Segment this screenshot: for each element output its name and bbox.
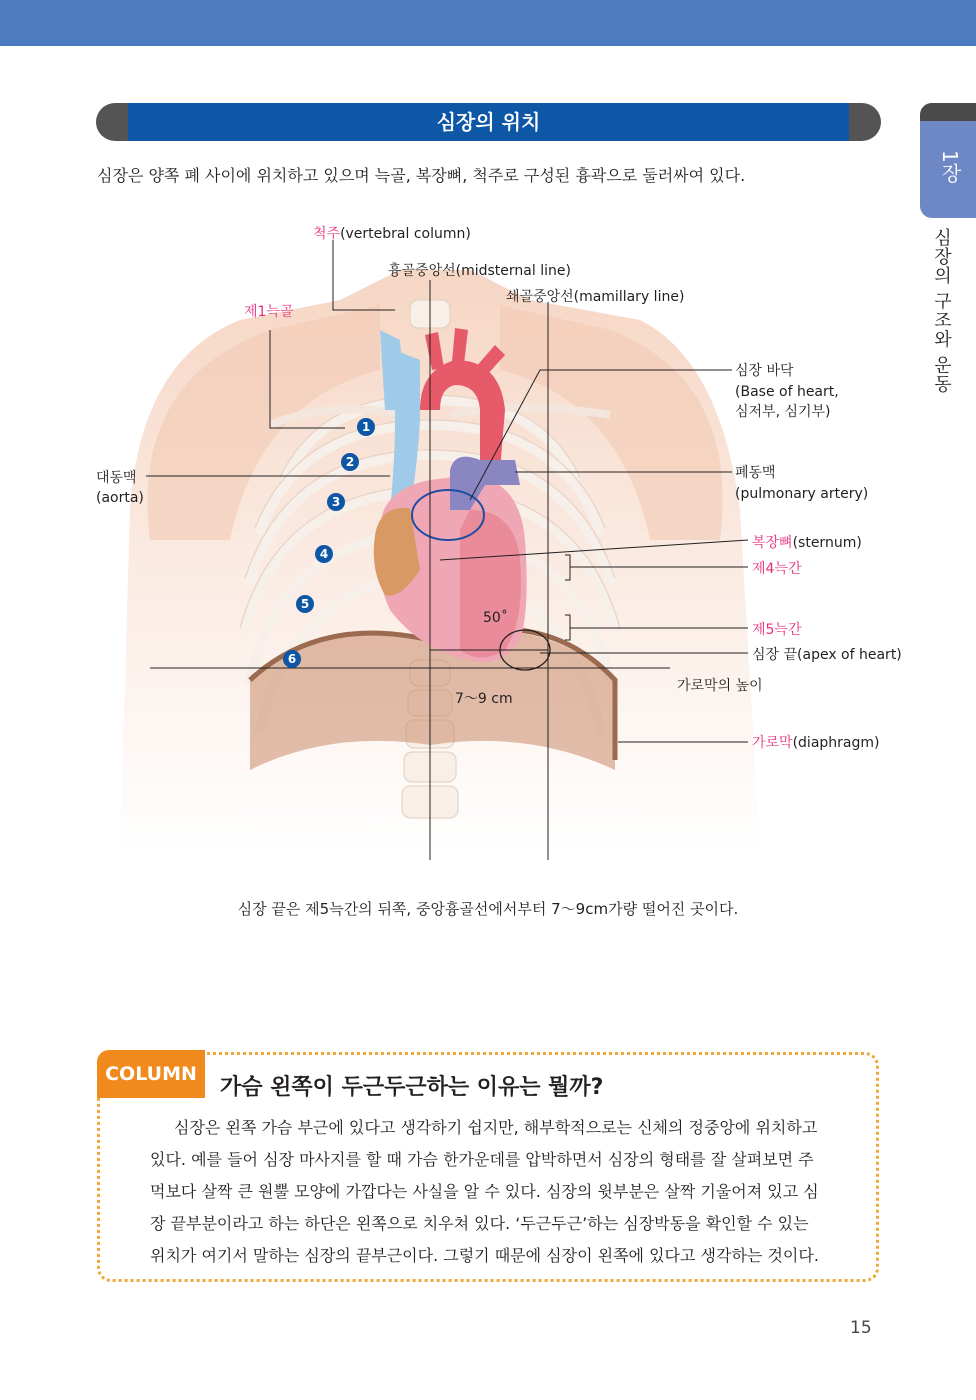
label-apex: 심장 끝(apex of heart): [752, 647, 902, 663]
label-angle: 50˚: [483, 610, 508, 626]
label-distance: 7～9 cm: [455, 691, 513, 707]
svg-text:4: 4: [319, 547, 329, 561]
rib-number-6: [283, 650, 301, 668]
rib-number-3: [327, 493, 345, 511]
label-pulm-1: 폐동맥: [735, 465, 776, 481]
label-aorta-en: (aorta): [96, 490, 144, 506]
svg-text:6: 6: [287, 652, 297, 666]
label-ics5: 제5늑간: [752, 622, 802, 638]
label-pulm-2: (pulmonary artery): [735, 486, 869, 502]
rib-number-5: [296, 595, 314, 613]
chapter-tab-cap: [920, 103, 976, 121]
svg-text:2: 2: [345, 455, 355, 469]
svg-text:1: 1: [361, 420, 371, 434]
column-tag: COLUMN: [97, 1050, 205, 1098]
intro-text: 심장은 양쪽 폐 사이에 위치하고 있으며 늑골, 복장뼈, 척주로 구성된 흉곽으로 둘러싸여 있다.: [97, 166, 746, 185]
label-aorta-ko: 대동맥: [96, 470, 137, 486]
label-midsternal: 흉골중앙선(midsternal line): [388, 263, 571, 279]
rib-number-2: [341, 453, 359, 471]
label-base-3: 심저부, 심기부): [735, 404, 831, 420]
label-base-2: (Base of heart,: [735, 384, 839, 400]
label-diaphragm-height: 가로막의 높이: [677, 678, 763, 694]
label-rib1: 제1늑골: [244, 304, 294, 320]
label-ics4: 제4늑간: [752, 561, 802, 577]
label-diaphragm: 가로막(diaphragm): [752, 735, 880, 751]
section-title: 심장의 위치: [436, 110, 541, 134]
label-vertebral: 척주(vertebral column): [313, 226, 471, 242]
rib-number-4: [315, 545, 333, 563]
column-line: 장 끝부분이라고 하는 하단은 왼쪽으로 치우쳐 있다. ‘두근두근’하는 심장박동을 확인할 수 있는: [150, 1214, 809, 1233]
top-banner: [0, 0, 976, 46]
svg-text:3: 3: [331, 495, 341, 509]
chapter-number: 1장: [938, 150, 962, 183]
label-sternum: 복장뼈(sternum): [752, 535, 862, 551]
svg-text:5: 5: [300, 597, 310, 611]
chapter-name: 심장의 구조와 운동: [931, 228, 952, 394]
column-line: 위치가 여기서 말하는 심장의 끝부근이다. 그렇기 때문에 심장이 왼쪽에 있다고 생각하는 것이다.: [150, 1246, 819, 1265]
section-header: [96, 103, 881, 141]
left-ventricle: [460, 510, 521, 658]
page-number: 15: [850, 1318, 872, 1338]
figure-caption: 심장 끝은 제5늑간의 뒤쪽, 중앙흉골선에서부터 7～9cm가량 떨어진 곳이다.: [237, 900, 739, 918]
column-title: 가슴 왼쪽이 두근두근하는 이유는 뭘까?: [220, 1075, 604, 1100]
label-base-1: 심장 바닥: [735, 363, 794, 379]
column-line: 먹보다 살짝 큰 원뿔 모양에 가깝다는 사실을 알 수 있다. 심장의 윗부분은 살짝 기울어져 있고 심: [150, 1182, 819, 1201]
column-body: [150, 1112, 830, 1272]
label-mamillary: 쇄골중앙선(mamillary line): [506, 289, 685, 305]
rib-number-1: [357, 418, 375, 436]
column-line: 있다. 예를 들어 심장 마사지를 할 때 가슴 한가운데를 압박하면서 심장의 형태를 잘 살펴보면 주: [150, 1150, 814, 1169]
heart-position-figure: [0, 210, 976, 880]
column-line: 심장은 왼쪽 가슴 부근에 있다고 생각하기 쉽지만, 해부학적으로는 신체의 정중앙에 위치하고: [174, 1118, 818, 1137]
